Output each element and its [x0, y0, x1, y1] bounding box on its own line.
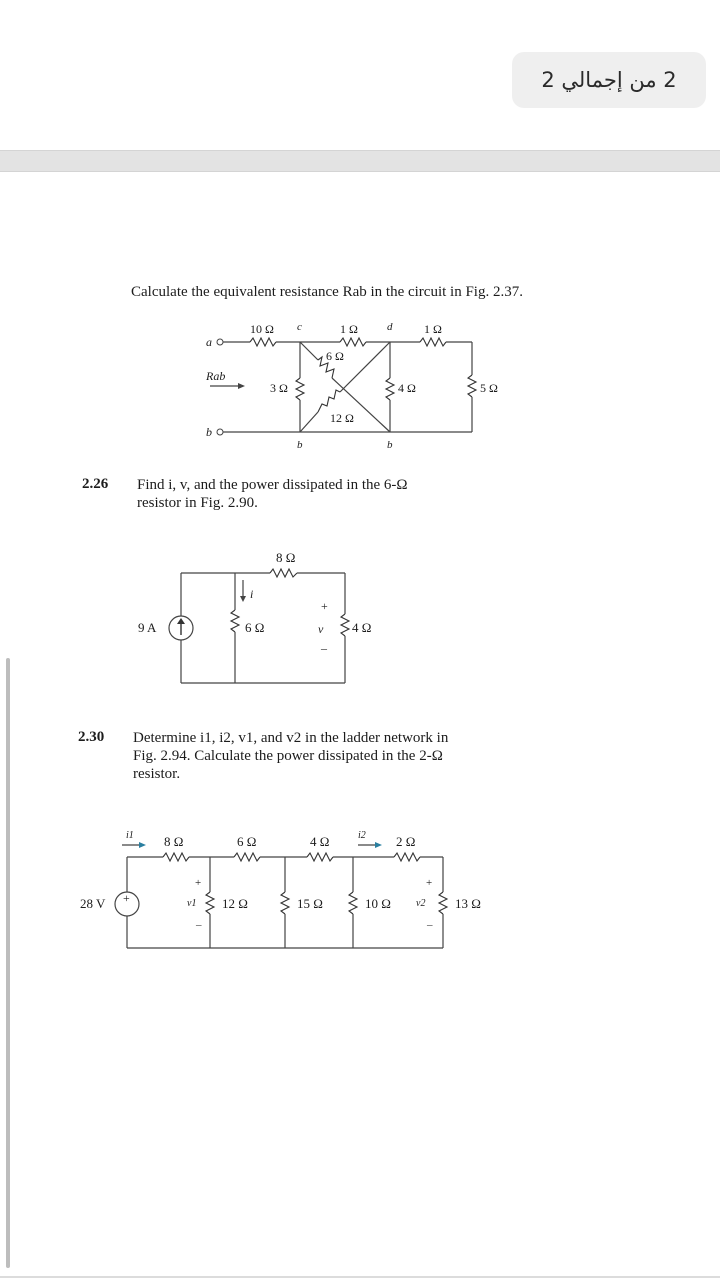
label-r12: 12 Ω — [222, 896, 248, 911]
problem-226-line2: resistor in Fig. 2.90. — [137, 495, 258, 511]
node-b-mid: b — [297, 439, 303, 451]
problem-226-line1: Find i, v, and the power dissipated in the 6-Ω — [137, 477, 408, 493]
label-v-minus: – — [321, 641, 327, 655]
resistor-4ohm — [307, 853, 333, 861]
problem-230-line3: resistor. — [133, 766, 181, 782]
label-r15: 15 Ω — [297, 896, 323, 911]
label-v: v — [318, 622, 324, 636]
label-r6: 6 Ω — [245, 620, 265, 635]
resistor-6ohm — [231, 610, 239, 632]
v1-minus: – — [196, 919, 202, 931]
node-a: a — [206, 335, 212, 349]
label-r12: 12 Ω — [330, 411, 354, 425]
label-r3: 3 Ω — [270, 381, 288, 395]
label-r10: 10 Ω — [250, 322, 274, 336]
label-r13: 13 Ω — [455, 896, 481, 911]
resistor-15ohm — [281, 892, 289, 914]
node-b: b — [206, 425, 212, 439]
problem-230-line1: Determine i1, i2, v1, and v2 in the ladder network in — [133, 730, 449, 746]
label-rab: Rab — [206, 369, 226, 383]
label-v-plus: + — [321, 599, 328, 613]
resistor-4ohm — [341, 614, 349, 636]
v1-plus: + — [195, 877, 202, 889]
v2-minus: – — [427, 919, 433, 931]
label-r4: 4 Ω — [398, 381, 416, 395]
node-b-right: b — [387, 439, 393, 451]
label-r8: 8 Ω — [276, 550, 296, 565]
node-c: c — [297, 321, 302, 333]
label-source: 9 A — [138, 620, 157, 635]
label-r8: 8 Ω — [164, 834, 184, 849]
label-r4: 4 Ω — [310, 834, 330, 849]
label-r4: 4 Ω — [352, 620, 372, 635]
node-d: d — [387, 321, 393, 333]
label-r6: 6 Ω — [326, 349, 344, 363]
figure-2-90 — [0, 540, 720, 690]
label-r6: 6 Ω — [237, 834, 257, 849]
label-r5: 5 Ω — [480, 381, 498, 395]
label-source: 28 V — [80, 896, 106, 911]
resistor-8ohm — [163, 853, 189, 861]
label-r1a: 1 Ω — [340, 322, 358, 336]
label-i: i — [250, 587, 254, 601]
resistor-12ohm — [206, 892, 214, 914]
resistor-5ohm — [468, 375, 476, 397]
resistor-4ohm — [386, 378, 394, 400]
label-r10: 10 Ω — [365, 896, 391, 911]
v2-plus: + — [426, 877, 433, 889]
source-plus: + — [123, 891, 130, 905]
label-r1b: 1 Ω — [424, 322, 442, 336]
resistor-8ohm — [270, 569, 297, 577]
problem-number-226: 2.26 — [82, 476, 109, 492]
resistor-1ohm-b — [420, 338, 446, 346]
label-r2: 2 Ω — [396, 834, 416, 849]
resistor-6ohm — [234, 853, 260, 861]
resistor-2ohm — [394, 853, 420, 861]
resistor-1ohm-a — [340, 338, 366, 346]
resistor-13ohm — [439, 892, 447, 914]
label-v1: v1 — [187, 898, 197, 909]
page-indicator-badge: 2 من إجمالي 2 — [512, 52, 706, 108]
scrollbar[interactable] — [6, 658, 10, 1268]
bottom-divider — [0, 1276, 720, 1278]
problem-number-230: 2.30 — [78, 729, 105, 745]
figure-2-37 — [0, 300, 720, 460]
resistor-10ohm — [250, 338, 276, 346]
resistor-3ohm — [296, 378, 304, 400]
problem-230-line2: Fig. 2.94. Calculate the power dissipated in the 2-Ω — [133, 748, 443, 764]
label-i2: i2 — [358, 830, 366, 841]
page-separator — [0, 150, 720, 172]
figure-2-94 — [0, 820, 720, 960]
resistor-12ohm — [318, 390, 340, 412]
label-i1: i1 — [126, 830, 134, 841]
label-v2: v2 — [416, 898, 426, 909]
problem-a-statement: Calculate the equivalent resistance Rab in the circuit in Fig. 2.37. — [131, 284, 523, 300]
resistor-10ohm — [349, 892, 357, 914]
